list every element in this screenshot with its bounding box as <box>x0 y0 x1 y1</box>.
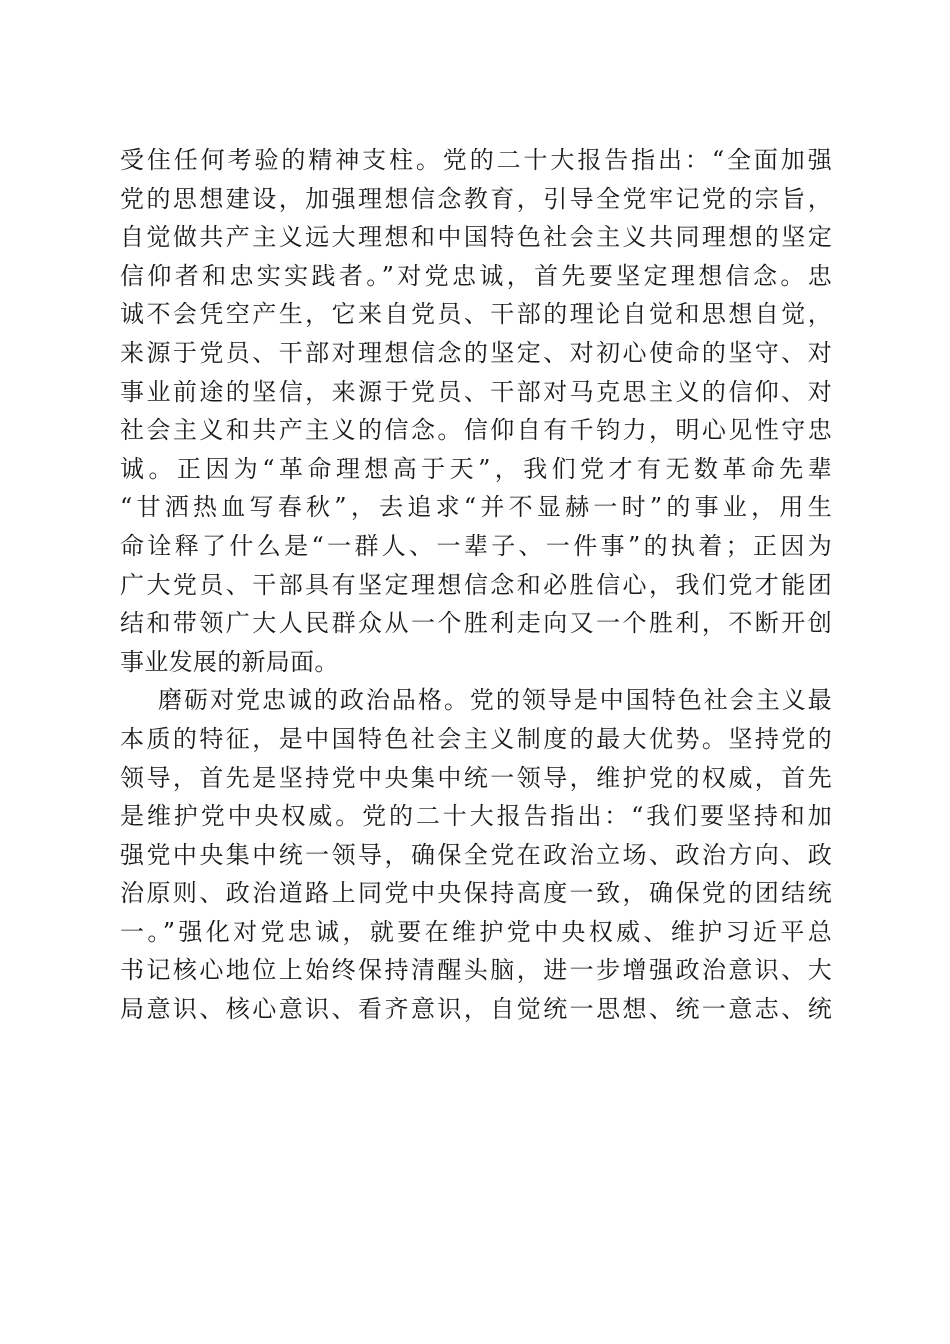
text-line: 命诠释了什么是“一群人、一辈子、一件事”的执着；正因为 <box>120 531 832 560</box>
text-line: 诚。正因为“革命理想高于天”，我们党才有无数革命先辈 <box>120 454 832 483</box>
paragraph-2 <box>120 681 832 1028</box>
text-line: 事业前途的坚信，来源于党员、干部对马克思主义的信仰、对 <box>120 377 832 406</box>
text-line: 诚不会凭空产生，它来自党员、干部的理论自觉和思想自觉， <box>120 300 832 329</box>
text-line: 来源于党员、干部对理想信念的坚定、对初心使命的坚守、对 <box>120 338 832 367</box>
text-line: 磨砺对党忠诚的政治品格。党的领导是中国特色社会主义最 <box>158 686 832 715</box>
text-line: 一。”强化对党忠诚，就要在维护党中央权威、维护习近平总 <box>120 917 832 946</box>
text-line: 事业发展的新局面。 <box>120 647 339 676</box>
text-line: 信仰者和忠实实践者。”对党忠诚，首先要坚定理想信念。忠 <box>120 261 832 290</box>
text-line: 本质的特征，是中国特色社会主义制度的最大优势。坚持党的 <box>120 724 832 753</box>
document-body <box>120 141 832 1029</box>
text-line: 强党中央集中统一领导，确保全党在政治立场、政治方向、政 <box>120 840 832 869</box>
text-line: 是维护党中央权威。党的二十大报告指出：“我们要坚持和加 <box>120 802 832 831</box>
text-line: 局意识、核心意识、看齐意识，自觉统一思想、统一意志、统 <box>120 995 832 1024</box>
text-line: 自觉做共产主义远大理想和中国特色社会主义共同理想的坚定 <box>120 223 832 252</box>
text-line: 书记核心地位上始终保持清醒头脑，进一步增强政治意识、大 <box>120 956 832 985</box>
text-line: 广大党员、干部具有坚定理想信念和必胜信心，我们党才能团 <box>120 570 832 599</box>
text-line: 结和带领广大人民群众从一个胜利走向又一个胜利，不断开创 <box>120 609 832 638</box>
text-line: 党的思想建设，加强理想信念教育，引导全党牢记党的宗旨， <box>120 184 832 213</box>
text-line: 社会主义和共产主义的信念。信仰自有千钧力，明心见性守忠 <box>120 416 832 445</box>
text-line: 受住任何考验的精神支柱。党的二十大报告指出：“全面加强 <box>120 146 832 174</box>
text-line: 领导，首先是坚持党中央集中统一领导，维护党的权威，首先 <box>120 763 832 792</box>
text-line: 治原则、政治道路上同党中央保持高度一致，确保党的团结统 <box>120 879 832 908</box>
paragraph-1 <box>120 141 832 681</box>
text-line: “甘洒热血写春秋”，去追求“并不显赫一时”的事业，用生 <box>120 493 832 522</box>
